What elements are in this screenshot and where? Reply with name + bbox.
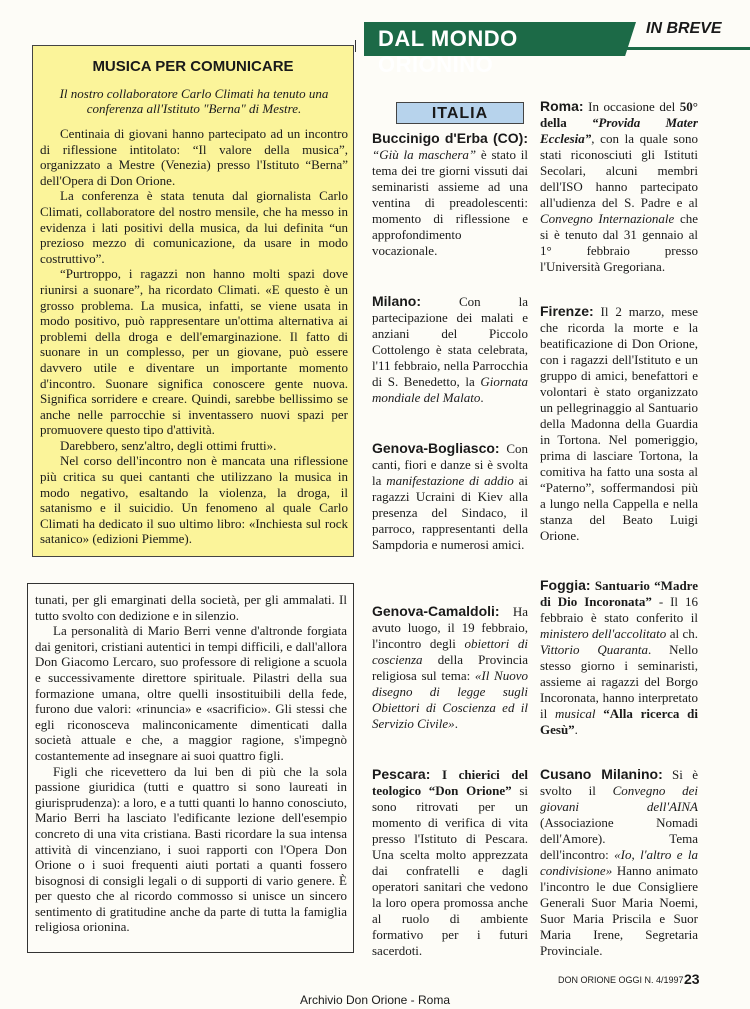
musica-intro: Il nostro collaboratore Carlo Climati ha tenuto una conferenza all'Istituto "Berna" di Mestre. xyxy=(59,86,329,116)
news-text: Si è svolto il xyxy=(540,767,698,798)
news-genova-camaldoli xyxy=(372,603,528,732)
news-text: Il 2 marzo, mese che ricorda la morte e la beatificazione di Don Orione, con i ragazzi dell'Istituto e un gruppo di amici, benefattori e volontari è stato organizzato un pellegrinaggio al Santuario della Madonna della Guardia in Tortona. Nel pomeriggio, prima di lasciare Tortona, la comitiva ha fatto una sosta al “Paterno”, soffermandosi più a lungo nella Cappella e nella stanza del Beato Luigi Orione. xyxy=(540,304,698,543)
news-heading: Cusano Milanino: xyxy=(540,766,663,782)
news-italic: obiettori di coscienza xyxy=(372,636,528,667)
news-text: è stato il tema dei tre giorni vissuti dai seminaristi assieme ad una ventina di preadolescenti: momento di riflessione e approfondimento vocazionale. xyxy=(372,147,528,258)
news-text: si sono ritrovati per un momento di verifica di vita presso l'Istituto di Pescara. Una scelta molto apprezzata dai confratelli e dagli operatori sanitari che vedono la loro opera promossa anche al ruolo di ambiente formativo per i futuri sacerdoti. xyxy=(372,783,528,958)
news-text: ai ragazzi Ucraini di Kiev alla presenza del Sindaco, il parroco, rappresentanti della Sampdoria e numerosi amici. xyxy=(372,473,528,552)
footer-credit: DON ORIONE OGGI N. 4/1997 xyxy=(558,975,684,985)
news-text: . xyxy=(454,716,458,731)
news-foggia xyxy=(540,577,698,738)
news-italic: ministero dell'accolitato xyxy=(540,626,667,641)
news-bold: Santuario “Madre di Dio Incoronata” xyxy=(540,578,698,609)
news-milano xyxy=(372,293,528,406)
news-text: - Il 16 febbraio è stato conferito il xyxy=(540,594,698,625)
news-firenze xyxy=(540,303,698,544)
column-divider xyxy=(355,40,356,52)
news-bold: “Alla ricerca di Gesù” xyxy=(540,706,698,737)
news-bold-italic: “Provida Mater Ecclesia” xyxy=(540,115,698,146)
news-heading: Genova-Camaldoli: xyxy=(372,603,500,619)
musica-paragraph: Darebbero, senz'altro, degli ottimi frutti». xyxy=(60,437,277,453)
section-title: DAL MONDO ORIONINO xyxy=(378,26,518,77)
news-italic: Giornata mondiale del Malato xyxy=(372,374,528,405)
section-tag: IN BREVE xyxy=(646,20,722,37)
news-heading: Genova-Bogliasco: xyxy=(372,440,500,456)
news-text: della Provincia religiosa sul tema: xyxy=(372,652,528,683)
page-number: 23 xyxy=(684,971,700,987)
news-heading: Roma: xyxy=(540,98,584,114)
news-text: Con la partecipazione dei malati e anziani del Piccolo Cottolengo è stata celebrata, l'11 febbraio, nella Parrocchia di S. Benedetto, la xyxy=(372,294,528,389)
news-text: . xyxy=(574,722,578,737)
news-text: Con canti, fiori e danze si è svolta la xyxy=(372,441,528,488)
italia-label: ITALIA xyxy=(396,102,524,124)
news-roma xyxy=(540,98,698,275)
news-italic: Vittorio Quaranta xyxy=(540,642,648,657)
news-italic: «Io, l'altro e la condivisione» xyxy=(540,847,698,878)
news-text: , con la quale sono stati riconosciuti gli Istituti Secolari, alcuni membri dell'ISO hanno partecipato all'udienza del S. Padre e al xyxy=(540,131,698,210)
musica-paragraph: “Purtroppo, i ragazzi non hanno molti spazi dove riunirsi a suonare”, ha ricordato Climati. «E questo è un grosso problema. La musica, infatti, se viene usata in modo positivo, può rappresentare un'ottima alternativa ai problemi della droga e dell'emarginazione. Il fatto di suonare in un complesso, per un giovane, può essere davvero utile e diventare un importante momento d'incontro. Suonare significa conoscere gente nuova. Significa sorridere e creare. Quindi, sarebbe bellissimo se anche nelle parrocchie si inventassero nuovi spazi per promuovere questo tipo d'attività. xyxy=(40,266,348,438)
news-heading: Firenze: xyxy=(540,303,594,319)
musica-paragraph: Nel corso dell'incontro non è mancata una riflessione più critica su quei cantanti che utilizzano la musica in modo negativo, esaltando la violenza, la droga, il satanismo e il suicidio. Un fenomeno al quale Carlo Climati ha dedicato il suo ultimo libro: «Inchiesta sul rock satanico» (edizioni Piemme). xyxy=(40,453,348,547)
berri-paragraph: tunati, per gli emarginati della società, per gli ammalati. Il tutto svolto con dedizione e in silenzio. xyxy=(35,592,347,623)
musica-title: MUSICA PER COMUNICARE xyxy=(92,58,294,75)
berri-paragraph: La personalità di Mario Berri venne d'altronde forgiata dai genitori, cristiani autentici in tempi difficili, e dall'allora Don Giacomo Lercaro, suo professore di religione a scuola e successivamente direttore spirituale. Pilastri della sua formazione umana, oltre quelli insostituibili della fede, furono due valori: «rinuncia» e «sacrificio». Gli stessi che egli riconosceva malinconicamente dimenticati dalla società attuale e che, a maggior ragione, s'impegnò costantemente ad insegnare ai suoi quattro figli. xyxy=(35,623,347,763)
news-text: Ha avuto luogo, il 19 febbraio, l'incontro degli xyxy=(372,604,528,651)
news-text: che si è tenuto dal 31 gennaio al 1° febbraio presso l'Università Gregoriana. xyxy=(540,211,698,274)
news-genova-bogliasco xyxy=(372,440,528,553)
news-italic: musical xyxy=(555,706,596,721)
news-cusano xyxy=(540,766,698,959)
musica-body xyxy=(40,126,348,547)
news-text: Hanno animato l'incontro le due Consigliere Generali Suor Maria Noemi, Suor Maria Priscila e Suor Maria Irene, Segretaria Provinciale. xyxy=(540,863,698,958)
news-text: In occasione del xyxy=(583,99,680,114)
musica-paragraph: La conferenza è stata tenuta dal giornalista Carlo Climati, collaboratore del nostro mensile, che ha messo in evidenza i lati positivi della musica, da lui definita “un prezioso mezzo di comunicazione, da usare in modo costruttivo”. xyxy=(40,188,348,266)
news-text: al ch. xyxy=(666,626,699,641)
news-italic: manifestazione di addio xyxy=(386,473,514,488)
news-heading: Pescara: xyxy=(372,766,431,782)
news-italic: Convegno dei giovani dell'AINA xyxy=(540,783,698,814)
news-heading: Milano: xyxy=(372,293,421,309)
news-bold: 50° della xyxy=(540,99,698,130)
news-italic: Convegno Internazionale xyxy=(540,211,675,226)
news-italic: “Giù la maschera” xyxy=(372,147,477,162)
musica-paragraph: Centinaia di giovani hanno partecipato ad un incontro di riflessione intitolato: “Il valore della musica”, organizzato a Mestre (Venezia) presso l'Istituto “Berna” dell'Opera di Don Orione. xyxy=(40,126,348,188)
header-rule xyxy=(620,47,750,50)
news-buccinigo xyxy=(372,130,528,259)
news-heading: Buccinigo d'Erba (CO): xyxy=(372,130,528,146)
news-pescara xyxy=(372,766,528,959)
berri-body xyxy=(35,592,347,935)
news-heading: Foggia: xyxy=(540,577,591,593)
archive-caption: Archivio Don Orione - Roma xyxy=(299,993,451,1007)
news-text: . Nello stesso giorno i seminaristi, assieme ai ragazzi del Borgo Incoronata, hanno interpretato il xyxy=(540,642,698,721)
berri-paragraph: Figli che ricevettero da lui ben di più che la sola passione giuridica (tutti e quattro si sono laureati in giurisprudenza): a loro, e a tutti quanti lo hanno conosciuto, Mario Berri ha lasciato l'edificante lezione dell'esempio concreto di una vita cristiana. Basti ricordare la sua intensa attività di vincenziano, i suoi rapporti con l'Opera Don Orione o i suoi frequenti aiuti portati a quanti fossero bisognosi di consigli legali o di supporti di vario genere. È per questo che al ricordo commosso si unisce un sincero sentimento di gratitudine anche da parte di tutta la famiglia religiosa orionina. xyxy=(35,763,347,935)
news-text: . xyxy=(480,390,484,405)
news-italic: «Il Nuovo disegno di legge sugli Obiettori di Coscienza ed il Servizio Civile» xyxy=(372,668,529,731)
news-bold: I chierici del teologico “Don Orione” xyxy=(372,767,528,798)
news-text: (Associazione Nomadi dell'Amore). Tema dell'incontro: xyxy=(540,815,698,862)
